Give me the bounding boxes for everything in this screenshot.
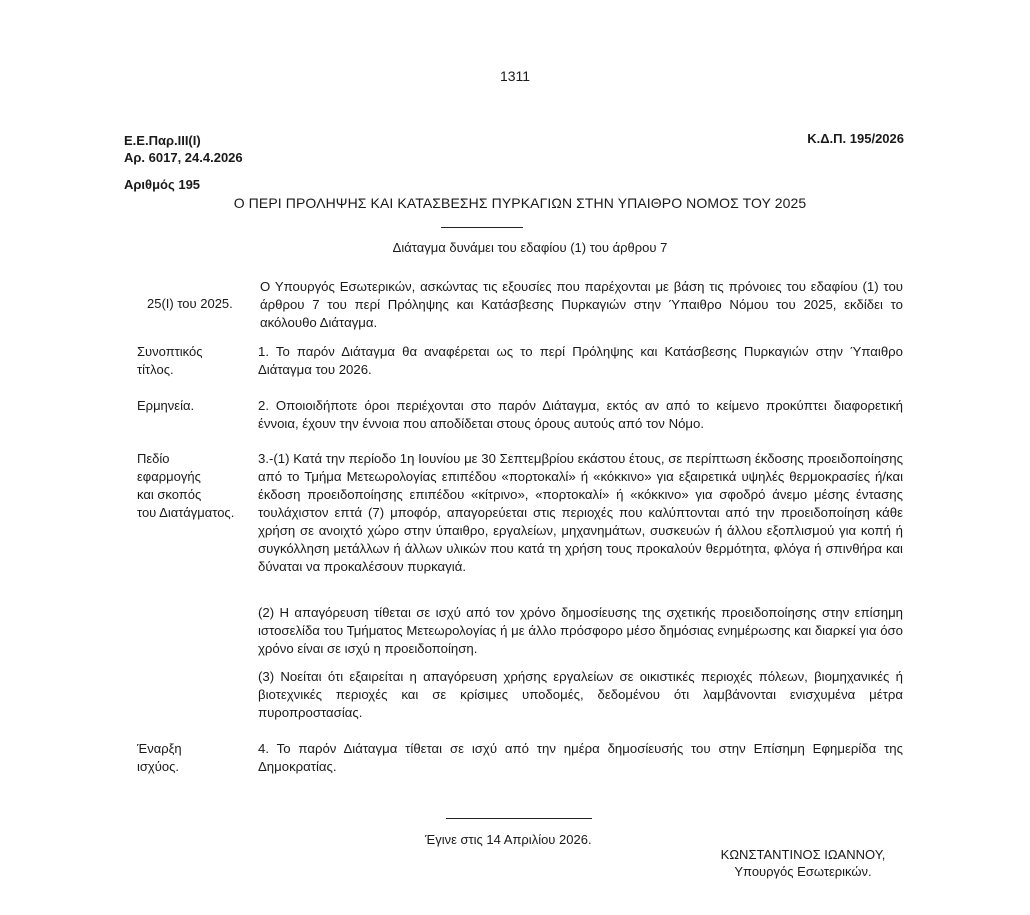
intro-margin-reference: 25(Ι) του 2025. (147, 296, 233, 311)
margin-note-line: του Διατάγματος. (137, 505, 235, 520)
margin-note-line: Ερμηνεία. (137, 398, 195, 413)
section-3-text: 3.-(1) Κατά την περίοδο 1η Ιουνίου με 30 Σεπτεμβρίου εκάστου έτους, σε περίπτωση έκδοσης προειδοποίησης από το Τμήμα Μετεωρολογίας επιπέδου «πορτοκαλί» ή «κόκκινο» για εξαιρετικά υψηλές θερμοκρασίες ή/και έκδοση προειδοποίησης επιπέδου «κίτρινο», «πορτοκαλί» ή «κόκκινο» για σφοδρό άνεμο μέσης έντασης τουλάχιστον επτά (7) μποφόρ, απαγορεύεται στις περιοχές που καλύπτονται από την προειδοποίηση κάθε χρήση σε ανοιχτό χώρο στην ύπαιθρο, εργαλείων, μηχανημάτων, συσκευών ή άλλου εξοπλισμού για κοπή ή συγκόλληση μετάλλων ή άλλων υλικών που κατά τη χρήση τους προκαλούν θερμότητα, φλόγα ή σπινθήρα και δύναται να προκαλέσουν πυρκαγιά. (258, 451, 903, 574)
footer-divider (446, 818, 592, 819)
signatory-name: ΚΩΝΣΤΑΝΤΙΝΟΣ ΙΩΑΝΝΟΥ, (720, 847, 886, 862)
page-number: 1311 (499, 68, 531, 84)
intro-paragraph: Ο Υπουργός Εσωτερικών, ασκώντας τις εξουσίες που παρέχονται με βάση τις πρόνοιες του εδαφίου (1) του άρθρου 7 του περί Πρόληψης και Κατάσβεσης Πυρκαγιών στην Ύπαιθρο Νόμου του 2025, εκδίδει το ακόλουθο Διάταγμα. (260, 279, 903, 330)
margin-note-line: ισχύος. (137, 759, 179, 774)
gazette-reference (124, 132, 243, 166)
title-divider (441, 227, 523, 228)
kdp-reference: Κ.Δ.Π. 195/2026 (807, 131, 904, 146)
margin-note-line: Έναρξη (137, 741, 182, 756)
margin-note-line: τίτλος. (137, 362, 174, 377)
section-3-subparagraph-2: (2) Η απαγόρευση τίθεται σε ισχύ από τον χρόνο δημοσίευσης της σχετικής προειδοποίησης στην επίσημη ιστοσελίδα του Τμήματος Μετεωρολογίας ή με άλλο πρόσφορο μέσο δημόσιας ενημέρωσης και διαρκεί για όσο χρόνο είναι σε ισχύ η προειδοποίηση. (258, 605, 903, 656)
section-3-subparagraph-3: (3) Νοείται ότι εξαιρείται η απαγόρευση χρήσης εργαλείων σε οικιστικές περιοχές πόλεων, βιομηχανικές ή βιοτεχνικές περιοχές και σε κρίσιμες υποδομές, δεδομένου ότι λαμβάνονται ενισχυμένα μέτρα πυροπροστασίας. (258, 669, 903, 720)
section-3-margin-note (137, 450, 234, 522)
margin-note-line: Συνοπτικός (137, 344, 203, 359)
order-number: Αριθμός 195 (124, 177, 201, 192)
law-title: Ο ΠΕΡΙ ΠΡΟΛΗΨΗΣ ΚΑΙ ΚΑΤΑΣΒΕΣΗΣ ΠΥΡΚΑΓΙΩΝ ΣΤΗΝ ΥΠΑΙΘΡΟ ΝΟΜΟΣ ΤΟΥ 2025 (233, 195, 807, 211)
section-2-margin-note (137, 397, 194, 415)
order-subtitle: Διάταγμα δυνάμει του εδαφίου (1) του άρθρου 7 (392, 240, 668, 255)
margin-note-line: Πεδίο (137, 451, 170, 466)
done-at-date: Έγινε στις 14 Απριλίου 2026. (425, 832, 592, 847)
section-4-text: 4. Το παρόν Διάταγμα τίθεται σε ισχύ από την ημέρα δημοσίευσής του στην Επίσημη Εφημερίδα της Δημοκρατίας. (258, 741, 903, 774)
section-4-margin-note (137, 740, 182, 776)
margin-note-line: και σκοπός (137, 487, 202, 502)
margin-note-line: εφαρμογής (137, 469, 201, 484)
section-1-text: 1. Το παρόν Διάταγμα θα αναφέρεται ως το περί Πρόληψης και Κατάσβεσης Πυρκαγιών στην Ύπαιθρο Διάταγμα του 2026. (258, 344, 903, 377)
signatory-title: Υπουργός Εσωτερικών. (734, 864, 872, 879)
gazette-issue: Αρ. 6017, 24.4.2026 (124, 150, 243, 165)
section-2-text: 2. Οποιοιδήποτε όροι περιέχονται στο παρόν Διάταγμα, εκτός αν από το κείμενο προκύπτει διαφορετική έννοια, έχουν την έννοια που αποδίδεται στους όρους αυτούς από τον Νόμο. (258, 398, 903, 431)
section-1-margin-note (137, 343, 203, 379)
gazette-part: Ε.Ε.Παρ.ΙΙΙ(Ι) (124, 133, 201, 148)
